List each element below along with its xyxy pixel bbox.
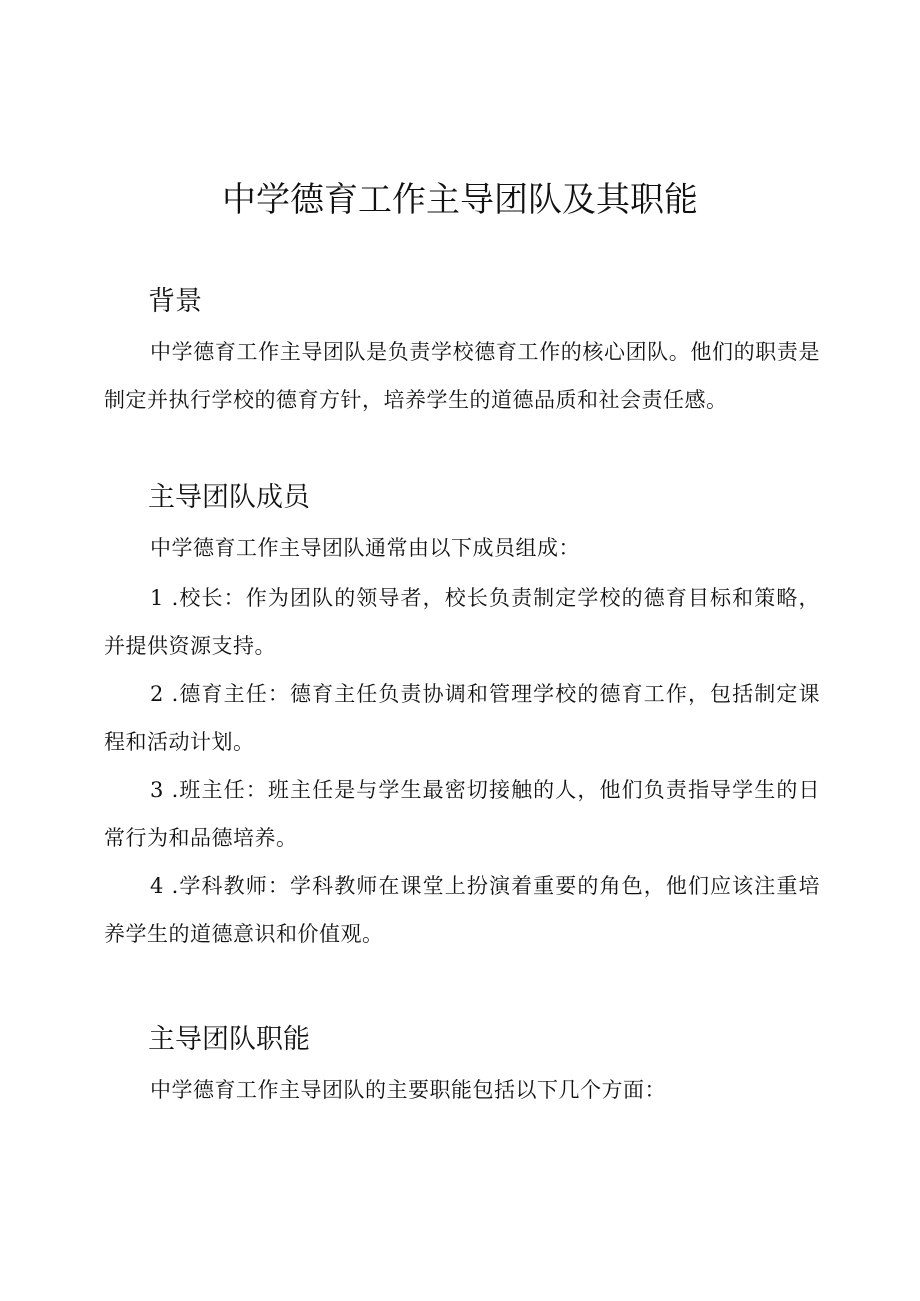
document-title: 中学德育工作主导团队及其职能 xyxy=(222,180,698,220)
functions-intro: 中学德育工作主导团队的主要职能包括以下几个方面： xyxy=(150,1078,666,1102)
section-heading-functions: 主导团队职能 xyxy=(148,1024,310,1055)
section-heading-background: 背景 xyxy=(148,286,202,317)
member-item-class-teacher: 3 .班主任：班主任是与学生最密切接触的人，他们负责指导学生的日常行为和品德培养。 xyxy=(104,778,820,850)
members-intro: 中学德育工作主导团队通常由以下成员组成： xyxy=(150,536,580,560)
background-paragraph: 中学德育工作主导团队是负责学校德育工作的核心团队。他们的职责是制定并执行学校的德育方针，培养学生的道德品质和社会责任感。 xyxy=(104,340,820,412)
member-item-moral-director: 2 .德育主任：德育主任负责协调和管理学校的德育工作，包括制定课程和活动计划。 xyxy=(104,682,820,754)
member-item-principal: 1 .校长：作为团队的领导者，校长负责制定学校的德育目标和策略，并提供资源支持。 xyxy=(104,586,820,658)
member-item-subject-teacher: 4 .学科教师：学科教师在课堂上扮演着重要的角色，他们应该注重培养学生的道德意识和价值观。 xyxy=(104,874,820,946)
section-heading-members: 主导团队成员 xyxy=(148,482,310,513)
